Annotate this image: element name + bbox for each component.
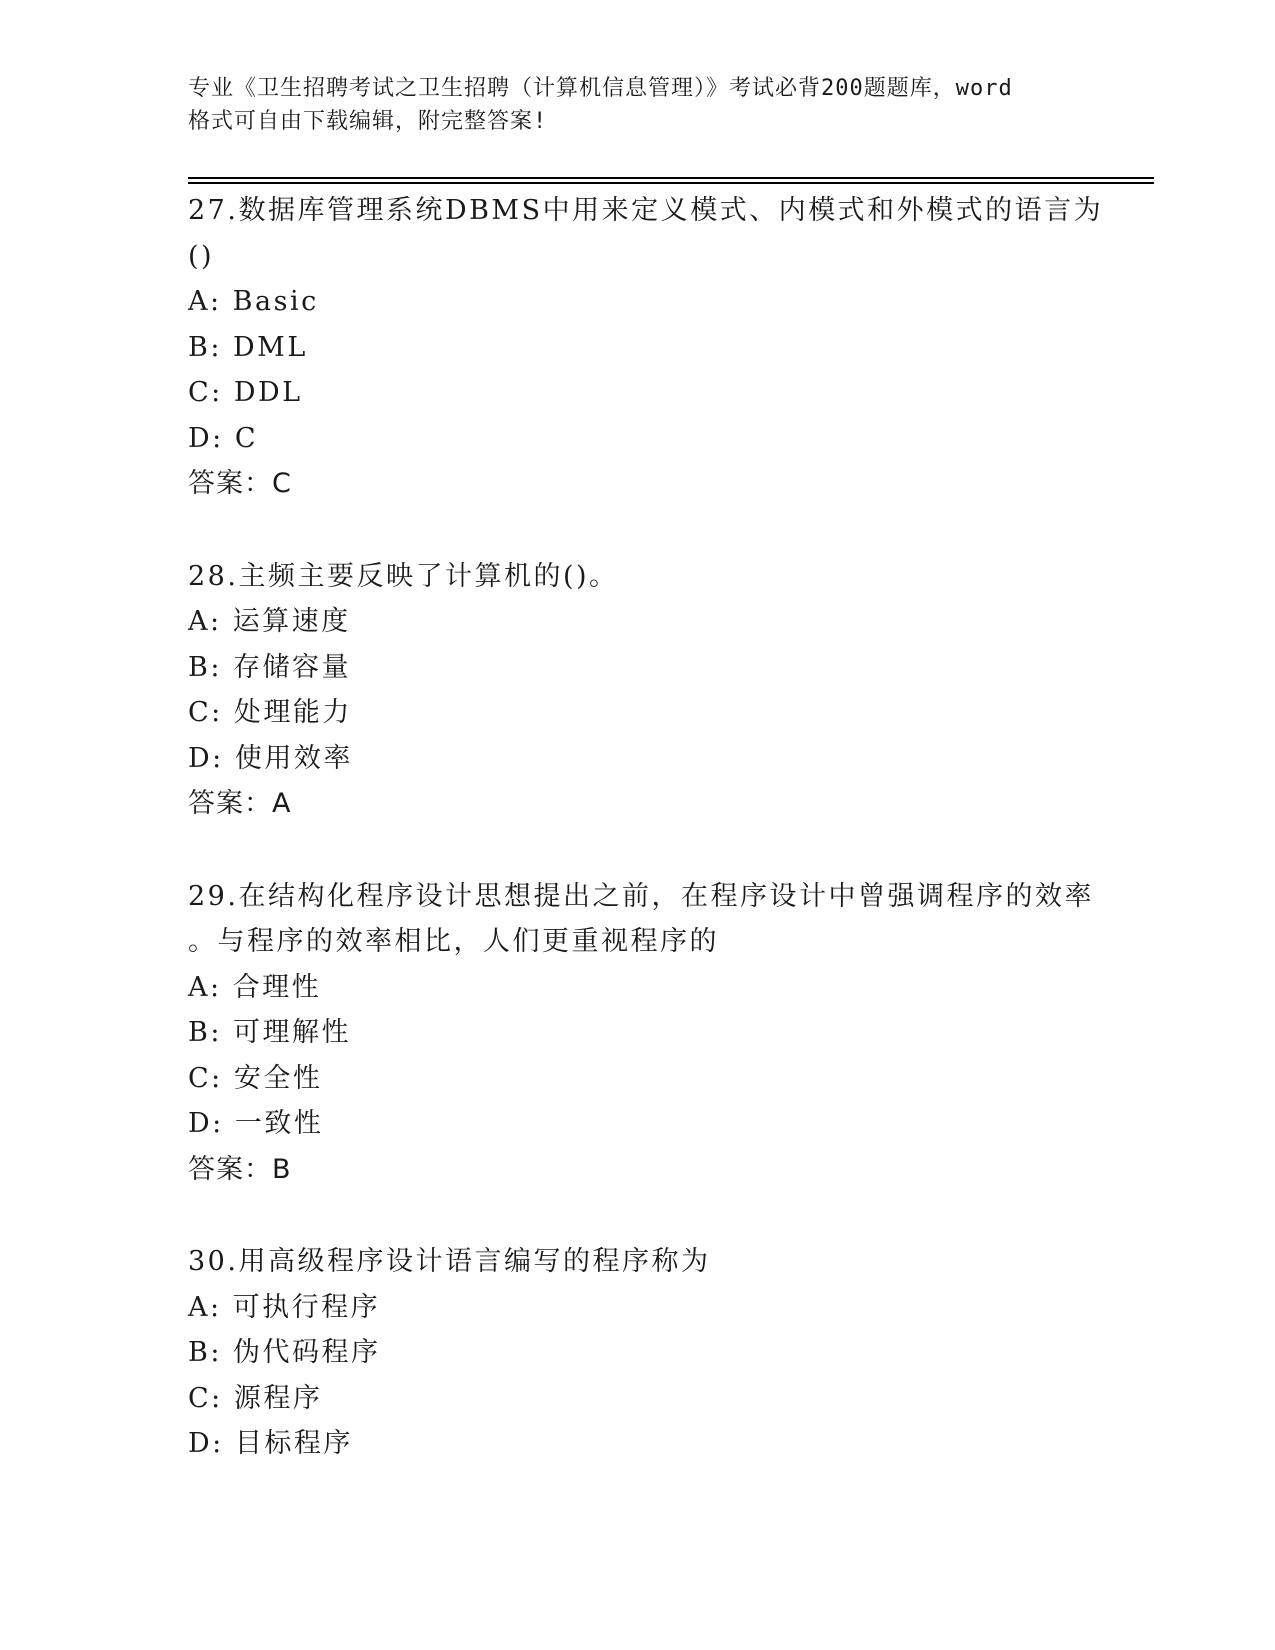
header-divider-bottom xyxy=(188,182,1154,184)
header-line-1: 专业《卫生招聘考试之卫生招聘（计算机信息管理）》考试必背200题题库，word xyxy=(188,76,1013,101)
option-a: A: Basic xyxy=(188,286,319,317)
option-d: D: C xyxy=(188,422,258,454)
question-spacer xyxy=(188,1192,1088,1239)
question-stem-line: 29.在结构化程序设计思想提出之前，在程序设计中曾强调程序的效率 xyxy=(188,880,1094,912)
document-header xyxy=(188,72,1088,138)
header-divider-top xyxy=(188,177,1154,179)
answer-line: 答案：B xyxy=(188,1153,292,1185)
option-b: B: 伪代码程序 xyxy=(188,1337,381,1368)
question-28 xyxy=(188,554,1088,827)
question-30 xyxy=(188,1239,1088,1467)
option-d: D: 使用效率 xyxy=(188,742,353,774)
question-stem-line: 28.主频主要反映了计算机的()。 xyxy=(188,560,619,592)
question-spacer xyxy=(188,827,1088,874)
question-stem-line: () xyxy=(188,240,215,272)
question-stem-line: 。与程序的效率相比，人们更重视程序的 xyxy=(188,926,719,957)
question-list xyxy=(188,188,1104,1467)
option-a: A: 合理性 xyxy=(188,971,322,1003)
option-c: C: 源程序 xyxy=(188,1382,323,1414)
answer-line: 答案：A xyxy=(188,788,292,819)
option-c: C: 安全性 xyxy=(188,1062,323,1094)
option-b: B: 可理解性 xyxy=(188,1017,352,1048)
option-d: D: 一致性 xyxy=(188,1108,324,1139)
question-27 xyxy=(188,188,1104,507)
option-c: C: 处理能力 xyxy=(188,697,352,728)
option-b: B: 存储容量 xyxy=(188,651,352,683)
option-b: B: DML xyxy=(188,331,308,363)
question-stem-line: 30.用高级程序设计语言编写的程序称为 xyxy=(188,1246,711,1277)
header-line-2: 格式可自由下载编辑，附完整答案! xyxy=(188,109,548,134)
option-a: A: 运算速度 xyxy=(188,606,351,637)
option-d: D: 目标程序 xyxy=(188,1428,353,1459)
question-29 xyxy=(188,874,1094,1193)
option-a: A: 可执行程序 xyxy=(188,1291,381,1323)
option-c: C: DDL xyxy=(188,377,303,408)
question-spacer xyxy=(188,507,1088,554)
answer-line: 答案：C xyxy=(188,468,292,499)
question-stem-line: 27.数据库管理系统DBMS中用来定义模式、内模式和外模式的语言为 xyxy=(188,195,1104,226)
